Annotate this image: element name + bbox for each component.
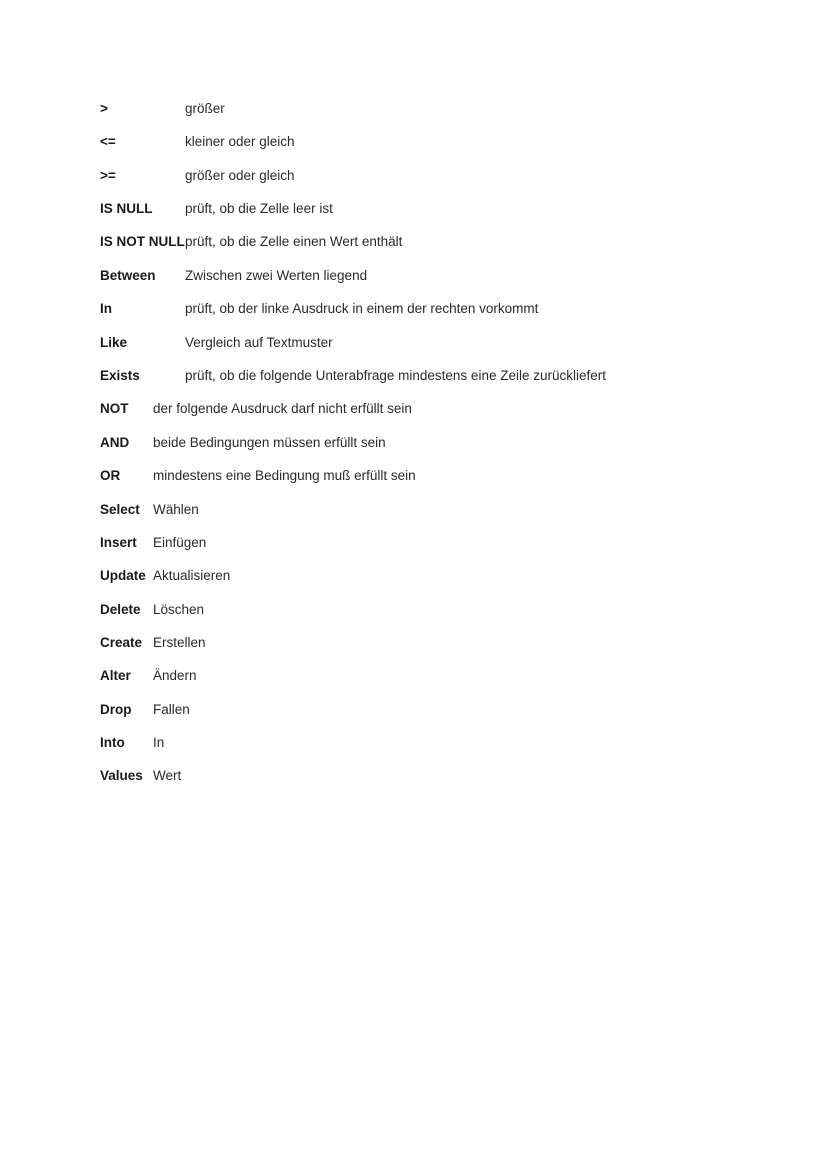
term-description: Aktualisieren xyxy=(153,568,231,583)
term-description: Fallen xyxy=(153,702,190,717)
term-label: Select xyxy=(100,502,140,517)
term-description: Ändern xyxy=(153,668,197,683)
term-label: Alter xyxy=(100,668,131,683)
term-description: Löschen xyxy=(153,602,205,617)
term-label: AND xyxy=(100,435,130,450)
term-label: <= xyxy=(100,134,116,149)
term-label: NOT xyxy=(100,401,129,416)
term-label: Values xyxy=(100,768,143,783)
term-description: prüft, ob die folgende Unterabfrage mindestens eine Zeile zurückliefert xyxy=(185,368,606,383)
term-label: Between xyxy=(100,268,156,283)
term-description: der folgende Ausdruck darf nicht erfüllt sein xyxy=(153,401,412,416)
term-label: Drop xyxy=(100,702,132,717)
term-description: größer xyxy=(185,101,225,116)
term-label: > xyxy=(100,101,108,116)
term-label: Insert xyxy=(100,535,137,550)
term-label: IS NULL xyxy=(100,201,153,216)
term-label: Delete xyxy=(100,602,141,617)
term-description: Einfügen xyxy=(153,535,207,550)
term-label: Into xyxy=(100,735,125,750)
term-label: Exists xyxy=(100,368,140,383)
term-description: prüft, ob die Zelle einen Wert enthält xyxy=(185,234,403,249)
term-label: OR xyxy=(100,468,121,483)
term-label: Like xyxy=(100,335,128,350)
term-description: Zwischen zwei Werten liegend xyxy=(185,268,368,283)
term-description: Wählen xyxy=(153,502,199,517)
term-description: Erstellen xyxy=(153,635,206,650)
term-label: >= xyxy=(100,168,116,183)
term-label: Update xyxy=(100,568,146,583)
term-description: prüft, ob die Zelle leer ist xyxy=(185,201,333,216)
term-description: kleiner oder gleich xyxy=(185,134,295,149)
term-description: In xyxy=(153,735,165,750)
term-label: IS NOT NULL xyxy=(100,234,185,249)
term-label: Create xyxy=(100,635,143,650)
term-description: mindestens eine Bedingung muß erfüllt sein xyxy=(153,468,416,483)
term-description: beide Bedingungen müssen erfüllt sein xyxy=(153,435,386,450)
term-label: In xyxy=(100,301,112,316)
term-description: Vergleich auf Textmuster xyxy=(185,335,333,350)
term-description: Wert xyxy=(153,768,182,783)
term-description: größer oder gleich xyxy=(185,168,295,183)
term-description: prüft, ob der linke Ausdruck in einem der rechten vorkommt xyxy=(185,301,539,316)
